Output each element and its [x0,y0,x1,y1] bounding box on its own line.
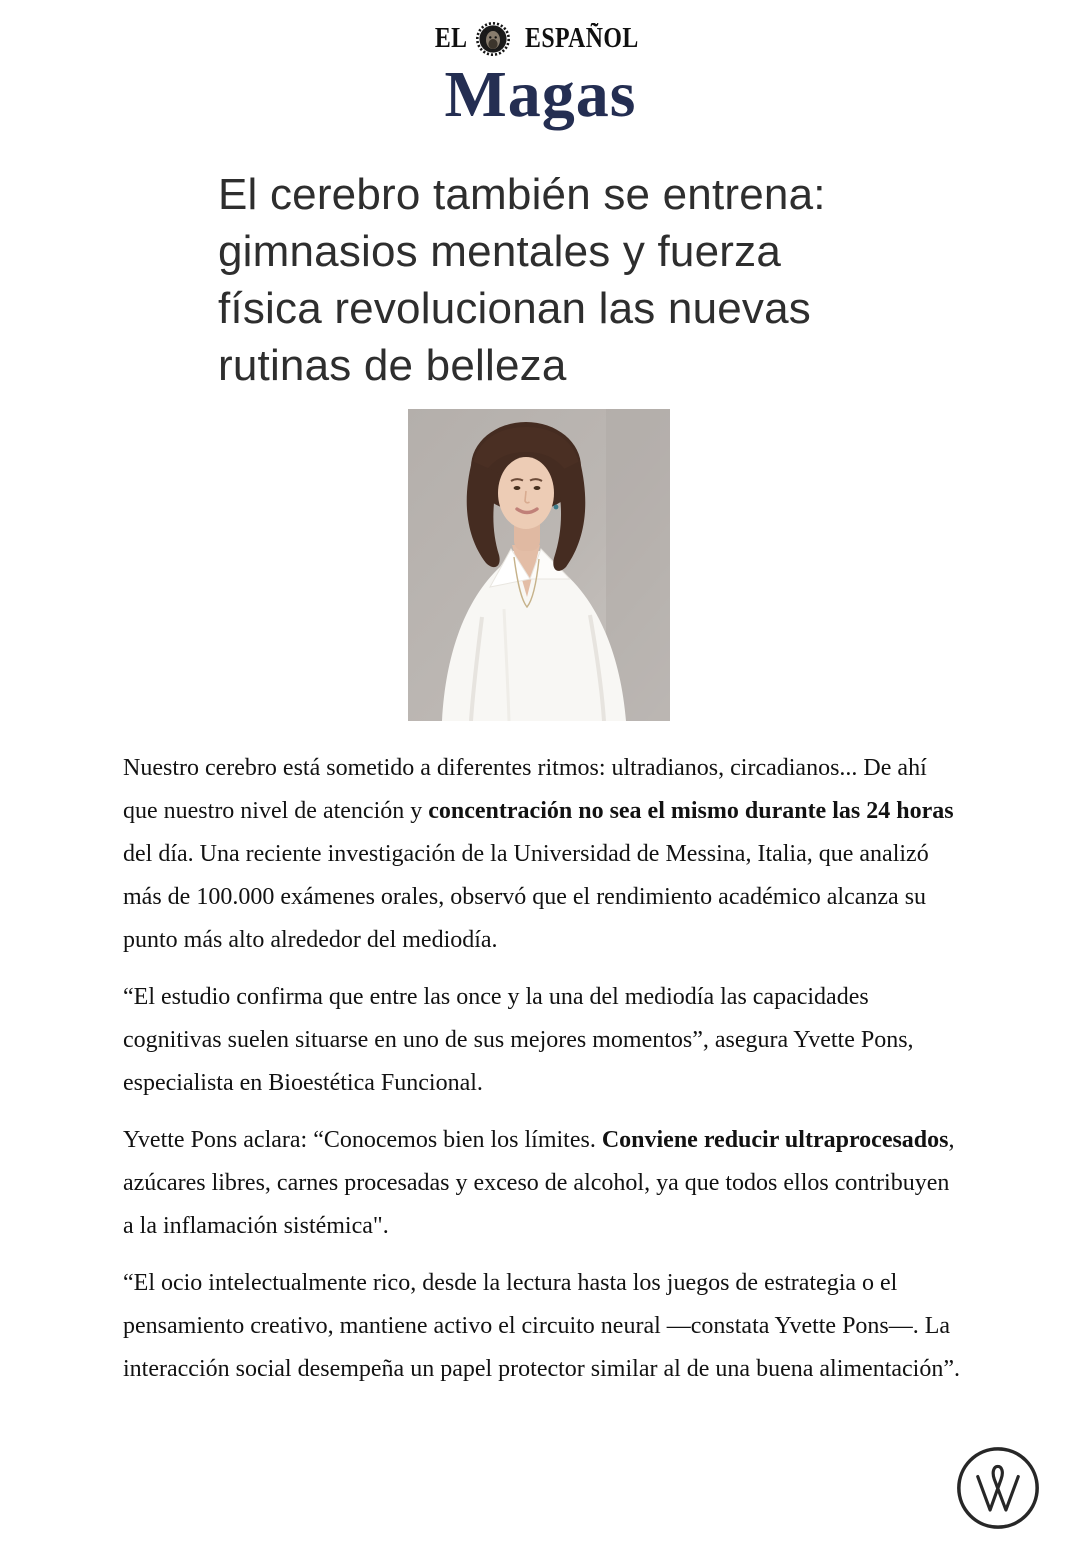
el-espanol-masthead[interactable] [0,18,1081,60]
headline-line: El cerebro también se entrena: [218,170,826,219]
headline-line: física revolucionan las nuevas [218,284,811,333]
masthead-espanol-label: ESPAÑOL [524,23,639,54]
article-photo [408,409,670,721]
headline-line: gimnasios mentales y fuerza [218,227,781,276]
lion-emblem-icon [475,21,511,57]
article-paragraph: “El ocio intelectualmente rico, desde la lectura hasta los juegos de estrategia o el pensamiento creativo, mantiene activo el circuito neural —constata Yvette Pons—. La interacción social desempeña un papel protector similar al de una buena alimentación”. [123,1270,960,1382]
article-paragraph: Yvette Pons aclara: “Conocemos bien los límites. Conviene reducir ultraprocesados, azúcares libres, carnes procesadas y exceso de alcohol, ya que todos ellos contribuyen a la inflamación sistémica". [123,1127,955,1239]
article-body [123,747,963,1405]
w-monogram-badge[interactable] [954,1444,1042,1532]
magazine-header [0,18,1081,131]
article-headline [218,166,918,394]
article-paragraph: Nuestro cerebro está sometido a diferentes ritmos: ultradianos, circadianos... De ahí que nuestro nivel de atención y concentración no sea el mismo durante las 24 horas del día. Una reciente investigación de la Universidad de Messina, Italia, que analizó más de 100.000 exámenes orales, observó que el rendimiento académico alcanza su punto más alto alrededor del mediodía. [123,755,954,953]
magas-logo[interactable]: Magas [444,58,637,131]
article-paragraph: “El estudio confirma que entre las once y la una del mediodía las capacidades cognitivas suelen situarse en uno de sus mejores momentos”, asegura Yvette Pons, especialista en Bioestética Funcional. [123,984,914,1096]
headline-line: rutinas de belleza [218,341,567,390]
masthead-el-label: EL [435,23,468,54]
